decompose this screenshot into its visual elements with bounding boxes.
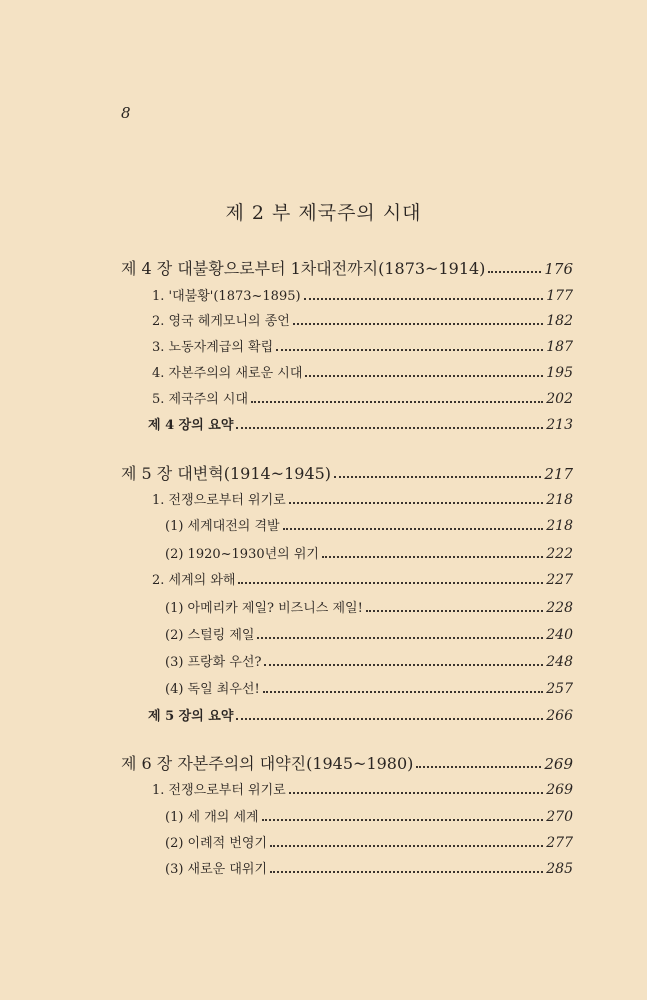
- dot-leader: [289, 792, 544, 794]
- toc-page-number: 257: [546, 681, 573, 697]
- dot-leader: [322, 556, 543, 558]
- dot-leader: [488, 271, 541, 273]
- toc-page-number: 228: [546, 600, 573, 616]
- toc-entry-ch6: [121, 751, 573, 774]
- dot-leader: [304, 298, 544, 300]
- toc-entry-ch5: [121, 461, 573, 484]
- toc-page-number: 187: [546, 339, 573, 355]
- toc-label: (1) 세계대전의 격발: [165, 519, 280, 534]
- dot-leader: [334, 476, 541, 478]
- toc-entry-ch5-sum: [148, 705, 573, 724]
- toc-label: 제 4 장의 요약: [148, 418, 234, 433]
- toc-entry-ch6-s1: [152, 779, 573, 798]
- toc-label: 5. 제국주의 시대: [152, 392, 249, 407]
- dot-leader: [251, 401, 543, 403]
- part-title: 제 2 부 제국주의 시대: [225, 202, 422, 224]
- dot-leader: [257, 637, 543, 639]
- dot-leader: [305, 375, 543, 377]
- toc-entry-ch6-s1-2: [165, 832, 573, 851]
- toc-entry-ch5-s1-2: [165, 543, 573, 562]
- toc-label: 제 5 장의 요약: [148, 709, 234, 724]
- dot-leader: [264, 664, 543, 666]
- toc-page-number: 213: [546, 417, 573, 433]
- dot-leader: [283, 528, 544, 530]
- toc-entry-ch4-s2: [152, 310, 573, 329]
- toc-label: (2) 스털링 제일: [165, 628, 255, 643]
- dot-leader: [262, 819, 544, 821]
- toc-label: 3. 노동자계급의 확립: [152, 340, 274, 355]
- toc-entry-ch4-s5: [152, 388, 573, 407]
- toc-page-number: 202: [546, 391, 573, 407]
- toc-entry-ch5-s2-2: [165, 624, 573, 643]
- toc-entry-ch5-s2-1: [165, 597, 573, 616]
- toc-entry-ch5-s2: [152, 569, 573, 588]
- toc-page-number: 218: [546, 518, 573, 534]
- toc-entry-ch5-s1-1: [165, 515, 573, 534]
- dot-leader: [236, 427, 543, 429]
- toc-label: 4. 자본주의의 새로운 시대: [152, 366, 303, 381]
- toc-page-number: 270: [546, 809, 573, 825]
- toc-page-number: 195: [546, 365, 573, 381]
- toc-label: 2. 영국 헤게모니의 종언: [152, 314, 290, 329]
- dot-leader: [238, 582, 543, 584]
- toc-page-number: 248: [546, 654, 573, 670]
- toc-page-number: 217: [544, 465, 573, 483]
- toc-label: 제 5 장 대변혁(1914~1945): [121, 464, 332, 483]
- dot-leader: [270, 845, 543, 847]
- toc-label: (1) 세 개의 세계: [165, 810, 259, 825]
- toc-page-number: 266: [546, 708, 573, 724]
- dot-leader: [276, 349, 543, 351]
- toc-entry-ch5-s2-4: [165, 678, 573, 697]
- dot-leader: [270, 871, 543, 873]
- toc-page-number: 269: [546, 782, 573, 798]
- dot-leader: [366, 610, 543, 612]
- toc-label: (3) 프랑화 우선?: [165, 655, 262, 670]
- toc-label: (4) 독일 최우선!: [165, 682, 260, 697]
- toc-page-number: 285: [546, 861, 573, 877]
- toc-label: 1. '대불황'(1873~1895): [152, 289, 301, 304]
- toc-entry-ch5-s2-3: [165, 651, 573, 670]
- toc-label: 1. 전쟁으로부터 위기로: [152, 783, 286, 798]
- toc-label: (2) 이례적 번영기: [165, 836, 268, 851]
- toc-entry-ch6-s1-3: [165, 858, 573, 877]
- toc-page-number: 240: [546, 627, 573, 643]
- toc-page-number: 218: [546, 492, 573, 508]
- toc-label: 1. 전쟁으로부터 위기로: [152, 493, 286, 508]
- toc-label: (1) 아메리카 제일? 비즈니스 제일!: [165, 601, 363, 616]
- toc-page-number: 182: [546, 313, 573, 329]
- dot-leader: [416, 766, 541, 768]
- toc-entry-ch4-s1: [152, 285, 573, 304]
- dot-leader: [293, 323, 543, 325]
- dot-leader: [289, 502, 544, 504]
- toc-entry-ch6-s1-1: [165, 806, 573, 825]
- toc-page-number: 177: [546, 288, 573, 304]
- toc-page-number: 269: [544, 755, 573, 773]
- toc-entry-ch4-s4: [152, 362, 573, 381]
- dot-leader: [236, 718, 543, 720]
- toc-page-number: 227: [546, 572, 573, 588]
- toc-label: 2. 세계의 와해: [152, 573, 236, 588]
- toc-page-number: 277: [546, 835, 573, 851]
- dot-leader: [263, 691, 544, 693]
- toc-page-number: 222: [546, 546, 573, 562]
- toc-entry-ch4-sum: [148, 414, 573, 433]
- toc-entry-ch4: [121, 256, 573, 279]
- toc-entry-ch5-s1: [152, 489, 573, 508]
- toc-page-number: 176: [544, 260, 573, 278]
- toc-label: 제 4 장 대불황으로부터 1차대전까지(1873~1914): [121, 259, 486, 278]
- page-number: 8: [121, 104, 131, 122]
- toc-label: (3) 새로운 대위기: [165, 862, 268, 877]
- toc-label: 제 6 장 자본주의의 대약진(1945~1980): [121, 754, 414, 773]
- toc-entry-ch4-s3: [152, 336, 573, 355]
- toc-label: (2) 1920~1930년의 위기: [165, 547, 319, 562]
